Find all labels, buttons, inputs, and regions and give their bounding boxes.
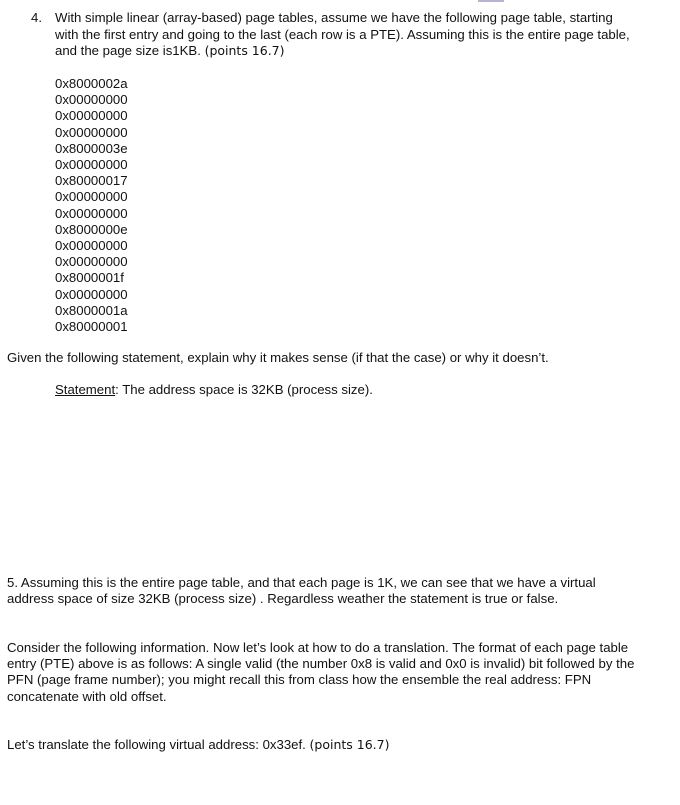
question-4-body: With simple linear (array-based) page tables, assume we have the following page table, starting with the first entry and going to the last (each row is a PTE). Assuming this is the entire page table, and the page size is1KB. xyxy=(55,10,630,59)
question-5 xyxy=(7,575,637,607)
page-table-entry: 0x8000001f xyxy=(55,270,124,286)
translate-question xyxy=(7,737,637,752)
question-4-points: (points 16.7) xyxy=(204,43,285,59)
page-table-entry: 0x00000000 xyxy=(55,124,128,140)
statement-label: Statement xyxy=(55,382,116,397)
page-table-entry: 0x00000000 xyxy=(55,286,128,302)
page-table-list xyxy=(55,76,128,335)
statement xyxy=(55,382,655,397)
logo-mark xyxy=(478,0,504,2)
page-table-entry: 0x00000000 xyxy=(55,157,128,173)
page-table-entry: 0x00000000 xyxy=(55,238,128,254)
question-5-number: 5. xyxy=(7,575,18,590)
consider-paragraph: Consider the following information. Now let’s look at how to do a translation. The format of each page table entry (PTE) above is as follows: A single valid (the number 0x8 is valid and 0x0 is invalid) bit followed by the PFN (page frame number); you might recall this from class how the ensemble the real address: FPN concatenate with old offset. xyxy=(7,640,635,704)
university-logo xyxy=(478,0,598,4)
page-table-entry: 0x8000000e xyxy=(55,221,128,237)
given-statement-instruction: Given the following statement, explain why it makes sense (if that the case) or why it doesn’t. xyxy=(7,350,549,365)
page-table-entry: 0x00000000 xyxy=(55,205,128,221)
page-table-entry: 0x8000001a xyxy=(55,302,128,318)
page-table-entry: 0x80000001 xyxy=(55,319,128,335)
page-table-entry: 0x00000000 xyxy=(55,189,128,205)
translate-points: (points 16.7) xyxy=(309,737,390,752)
question-4-text xyxy=(55,10,635,60)
statement-text: : The address space is 32KB (process size). xyxy=(115,382,373,397)
question-4-number: 4. xyxy=(31,10,42,25)
question-5-text: Assuming this is the entire page table, and that each page is 1K, we can see that we have a virtual address space of size 32KB (process size) . Regardless weather the statement is true or false. xyxy=(7,575,596,607)
page-table-entry: 0x00000000 xyxy=(55,254,128,270)
translate-text: Let’s translate the following virtual address: 0x33ef. xyxy=(7,737,310,752)
page-table-entry: 0x8000003e xyxy=(55,140,128,156)
page-table-entry: 0x00000000 xyxy=(55,108,128,124)
page-table-entry: 0x00000000 xyxy=(55,92,128,108)
page-table-entry: 0x8000002a xyxy=(55,76,128,91)
page-table-entry: 0x80000017 xyxy=(55,173,128,189)
